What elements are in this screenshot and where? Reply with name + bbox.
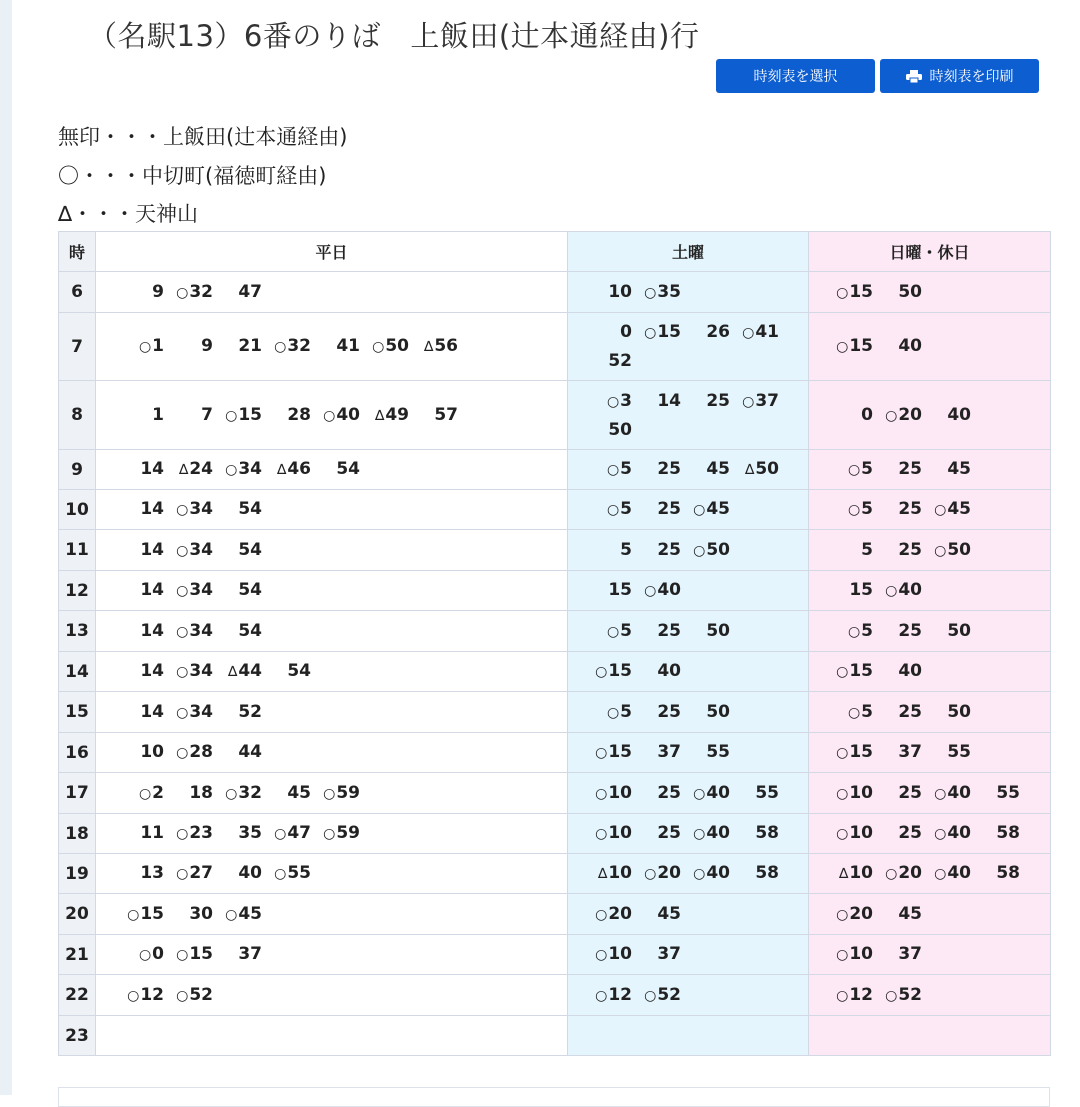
legend [58,118,347,234]
departure-time: 9 [152,281,164,302]
timetable-row [59,571,1051,611]
timetable-row [59,975,1051,1016]
timetable-row [59,854,1051,894]
departure-time: ○34 [176,580,213,600]
departure-time: 57 [434,404,458,425]
departure-time: 14 [140,661,164,681]
sunday-times-cell [809,1016,1051,1056]
sunday-times-cell [809,571,1051,611]
departure-time: 58 [996,863,1020,883]
departure-time: ○52 [644,984,681,1005]
saturday-times-cell [568,692,809,733]
departure-time: ○37 [742,390,779,411]
timetable-body [59,272,1051,1056]
departure-time: 5 [861,539,873,560]
departure-time: ○45 [934,499,971,519]
departure-time: 54 [287,661,311,681]
departure-time: 50 [947,701,971,722]
hour-cell: 17 [59,773,96,814]
hour-cell: 20 [59,894,96,935]
hour-cell: 7 [59,313,96,381]
hour-cell: 23 [59,1016,96,1056]
saturday-times-cell [568,1016,809,1056]
departure-time: ○28 [176,742,213,762]
departure-time: ○55 [274,863,311,883]
departure-time: 40 [657,661,681,681]
departure-time: ○50 [693,539,730,560]
departure-time: 28 [287,404,311,425]
departure-time: ○40 [934,823,971,843]
departure-time: ○34 [176,620,213,641]
hour-cell: 16 [59,733,96,773]
weekday-times-cell [96,571,568,611]
saturday-times-cell [568,894,809,935]
departure-time: 58 [755,823,779,843]
departure-time: ○20 [644,863,681,883]
departure-time: ○40 [693,863,730,883]
departure-time: ○27 [176,863,213,883]
sunday-times-cell [809,894,1051,935]
departure-time: ○34 [176,661,213,681]
departure-time: ○40 [693,782,730,803]
timetable-row [59,1016,1051,1056]
departure-time: 21 [238,336,262,356]
departure-time: 55 [947,742,971,762]
departure-time: 58 [755,863,779,883]
header-hour: 時 [59,232,96,272]
hour-cell: 11 [59,530,96,571]
departure-time: ○15 [225,404,262,425]
weekday-times-cell [96,854,568,894]
timetable-row [59,814,1051,854]
departure-time: ○5 [847,499,873,519]
departure-time: ∆10 [838,863,873,883]
departure-time: ○20 [595,903,632,924]
departure-time: ○40 [934,782,971,803]
saturday-times-cell [568,313,809,381]
departure-time: 25 [898,499,922,519]
hour-cell: 15 [59,692,96,733]
departure-time: 25 [657,459,681,479]
timetable-row [59,381,1051,450]
departure-time: ○5 [606,701,632,722]
weekday-times-cell [96,894,568,935]
sunday-times-cell [809,272,1051,313]
departure-time: ∆56 [423,336,458,356]
weekday-times-cell [96,313,568,381]
timetable [58,231,1051,1056]
departure-time: 55 [755,782,779,803]
departure-time: 25 [706,390,730,411]
departure-time: 25 [898,620,922,641]
departure-time: ∆24 [178,459,213,479]
saturday-times-cell [568,733,809,773]
weekday-times-cell [96,450,568,490]
bottom-panel [58,1087,1050,1107]
saturday-times-cell [568,975,809,1016]
saturday-times-cell [568,450,809,490]
sunday-times-cell [809,611,1051,652]
departure-time: ○15 [127,903,164,924]
departure-time: ∆46 [276,459,311,479]
saturday-times-cell [568,490,809,530]
weekday-times-cell [96,975,568,1016]
departure-time: 50 [608,419,632,440]
timetable-row [59,773,1051,814]
departure-time: ○5 [606,499,632,519]
departure-time: ○1 [138,336,164,356]
departure-time: 58 [996,823,1020,843]
sunday-times-cell [809,381,1051,450]
departure-time: ○20 [885,404,922,425]
departure-time: 14 [140,580,164,600]
departure-time: 37 [657,742,681,762]
departure-time: 25 [898,782,922,803]
hour-cell: 8 [59,381,96,450]
hour-cell: 9 [59,450,96,490]
weekday-times-cell [96,773,568,814]
departure-time: ○59 [323,782,360,803]
departure-time: 54 [238,539,262,560]
departure-time: ○34 [176,701,213,722]
departure-time: 45 [287,782,311,803]
departure-time: 47 [238,281,262,302]
select-timetable-label: 時刻表を選択 [753,69,838,85]
departure-time: ○5 [847,701,873,722]
saturday-times-cell [568,854,809,894]
sunday-times-cell [809,733,1051,773]
hour-cell: 10 [59,490,96,530]
sunday-times-cell [809,652,1051,692]
departure-time: ○10 [836,782,873,803]
saturday-times-cell [568,611,809,652]
departure-time: 15 [608,580,632,600]
departure-time: 40 [238,863,262,883]
hour-cell: 14 [59,652,96,692]
weekday-times-cell [96,611,568,652]
select-timetable-button[interactable] [716,59,875,93]
departure-time: ○10 [595,944,632,964]
saturday-times-cell [568,272,809,313]
departure-time: 37 [898,944,922,964]
departure-time: ○20 [836,903,873,924]
departure-time: 25 [898,701,922,722]
departure-time: ∆50 [744,459,779,479]
departure-time: ○10 [595,823,632,843]
departure-time: 14 [657,390,681,411]
departure-time: ○15 [836,336,873,356]
saturday-times-cell [568,935,809,975]
departure-time: 9 [201,336,213,356]
departure-time: 14 [140,620,164,641]
weekday-times-cell [96,530,568,571]
weekday-times-cell [96,733,568,773]
departure-time: ○3 [606,390,632,411]
departure-time: 54 [336,459,360,479]
departure-time: 0 [861,404,873,425]
weekday-times-cell [96,1016,568,1056]
hour-cell: 22 [59,975,96,1016]
departure-time: ○41 [742,322,779,342]
departure-time: ○40 [323,404,360,425]
departure-time: ○5 [847,620,873,641]
departure-time: 52 [608,351,632,371]
departure-time: ○5 [606,459,632,479]
legend-item-triangle: ∆・・・天神山 [58,202,199,226]
weekday-times-cell [96,272,568,313]
departure-time: 10 [608,281,632,302]
departure-time: 50 [706,701,730,722]
timetable-row [59,692,1051,733]
timetable-row [59,272,1051,313]
timetable-row [59,894,1051,935]
header-sunday: 日曜・休日 [809,232,1051,272]
departure-time: ○40 [644,580,681,600]
sunday-times-cell [809,814,1051,854]
sunday-times-cell [809,935,1051,975]
departure-time: ○5 [847,459,873,479]
departure-time: ○15 [595,742,632,762]
departure-time: ○34 [225,459,262,479]
departure-time: ○45 [693,499,730,519]
departure-time: 25 [898,823,922,843]
departure-time: ○34 [176,539,213,560]
departure-time: ○15 [176,944,213,964]
saturday-times-cell [568,773,809,814]
departure-time: ○32 [225,782,262,803]
departure-time: ○40 [934,863,971,883]
timetable-row [59,652,1051,692]
hour-cell: 18 [59,814,96,854]
departure-time: 50 [947,620,971,641]
print-timetable-button[interactable] [880,59,1039,93]
departure-time: ○50 [934,539,971,560]
departure-time: 37 [898,742,922,762]
hour-cell: 21 [59,935,96,975]
departure-time: ○52 [176,984,213,1005]
hour-cell: 12 [59,571,96,611]
departure-time: ○15 [836,742,873,762]
departure-time: 50 [706,620,730,641]
departure-time: 0 [620,322,632,342]
departure-time: ∆44 [227,661,262,681]
saturday-times-cell [568,814,809,854]
timetable-row [59,490,1051,530]
weekday-times-cell [96,814,568,854]
departure-time: 40 [947,404,971,425]
departure-time: 44 [238,742,262,762]
departure-time: ∆10 [597,863,632,883]
weekday-times-cell [96,692,568,733]
print-timetable-label: 時刻表を印刷 [929,69,1014,85]
header-saturday: 土曜 [568,232,809,272]
departure-time: ∆49 [374,404,409,425]
departure-time: 26 [706,322,730,342]
departure-time: 25 [898,459,922,479]
departure-time: 25 [657,499,681,519]
departure-time: ○32 [176,281,213,302]
legend-item-circle: 〇・・・中切町(福徳町経由) [58,163,327,188]
departure-time: 1 [152,404,164,425]
departure-time: ○40 [885,580,922,600]
departure-time: ○59 [323,823,360,843]
departure-time: 40 [898,661,922,681]
timetable-row [59,530,1051,571]
departure-time: 5 [620,539,632,560]
departure-time: 45 [706,459,730,479]
departure-time: ○5 [606,620,632,641]
departure-time: ○12 [595,984,632,1005]
sunday-times-cell [809,313,1051,381]
departure-time: ○15 [595,661,632,681]
weekday-times-cell [96,490,568,530]
departure-time: 11 [140,823,164,843]
departure-time: ○35 [644,281,681,302]
departure-time: ○47 [274,823,311,843]
departure-time: 54 [238,499,262,519]
sunday-times-cell [809,530,1051,571]
weekday-times-cell [96,652,568,692]
departure-time: ○10 [595,782,632,803]
hour-cell: 19 [59,854,96,894]
departure-time: ○10 [836,944,873,964]
departure-time: 40 [898,336,922,356]
departure-time: 55 [996,782,1020,803]
departure-time: 50 [898,281,922,302]
saturday-times-cell [568,530,809,571]
departure-time: ○15 [644,322,681,342]
departure-time: ○52 [885,984,922,1005]
sunday-times-cell [809,773,1051,814]
departure-time: ○0 [138,944,164,964]
sunday-times-cell [809,450,1051,490]
weekday-times-cell [96,935,568,975]
departure-time: 37 [238,944,262,964]
departure-time: ○12 [836,984,873,1005]
departure-time: ○32 [274,336,311,356]
departure-time: 35 [238,823,262,843]
departure-time: 54 [238,580,262,600]
hour-cell: 13 [59,611,96,652]
departure-time: 13 [140,863,164,883]
left-border-strip [0,0,12,1095]
page-title: （名駅13）6番のりば 上飯田(辻本通経由)行 [88,19,700,53]
departure-time: 7 [201,404,213,425]
departure-time: 14 [140,459,164,479]
departure-time: 25 [898,539,922,560]
departure-time: 30 [189,903,213,924]
timetable-row [59,935,1051,975]
departure-time: ○45 [225,903,262,924]
departure-time: 15 [849,580,873,600]
departure-time: 25 [657,782,681,803]
departure-time: 55 [706,742,730,762]
departure-time: 25 [657,823,681,843]
sunday-times-cell [809,692,1051,733]
departure-time: 45 [657,903,681,924]
departure-time: 41 [336,336,360,356]
departure-time: 10 [140,742,164,762]
saturday-times-cell [568,571,809,611]
timetable-row [59,313,1051,381]
departure-time: 14 [140,499,164,519]
departure-time: 18 [189,782,213,803]
departure-time: ○12 [127,984,164,1005]
departure-time: ○50 [372,336,409,356]
departure-time: ○40 [693,823,730,843]
sunday-times-cell [809,854,1051,894]
departure-time: ○10 [836,823,873,843]
saturday-times-cell [568,381,809,450]
departure-time: ○15 [836,281,873,302]
departure-time: 52 [238,701,262,722]
hour-cell: 6 [59,272,96,313]
timetable-row [59,611,1051,652]
saturday-times-cell [568,652,809,692]
legend-item-none: 無印・・・上飯田(辻本通経由) [58,125,348,149]
departure-time: ○23 [176,823,213,843]
departure-time: 25 [657,701,681,722]
timetable-row [59,450,1051,490]
departure-time: 54 [238,620,262,641]
departure-time: 45 [947,459,971,479]
departure-time: 25 [657,620,681,641]
departure-time: ○34 [176,499,213,519]
timetable-row [59,733,1051,773]
departure-time: 45 [898,903,922,924]
sunday-times-cell [809,975,1051,1016]
timetable-header-row [59,232,1051,272]
departure-time: 14 [140,701,164,722]
weekday-times-cell [96,381,568,450]
departure-time: 37 [657,944,681,964]
sunday-times-cell [809,490,1051,530]
departure-time: ○2 [138,782,164,803]
departure-time: 14 [140,539,164,560]
departure-time: ○15 [836,661,873,681]
departure-time: 25 [657,539,681,560]
departure-time: ○20 [885,863,922,883]
header-weekday: 平日 [96,232,568,272]
printer-icon [906,70,922,83]
